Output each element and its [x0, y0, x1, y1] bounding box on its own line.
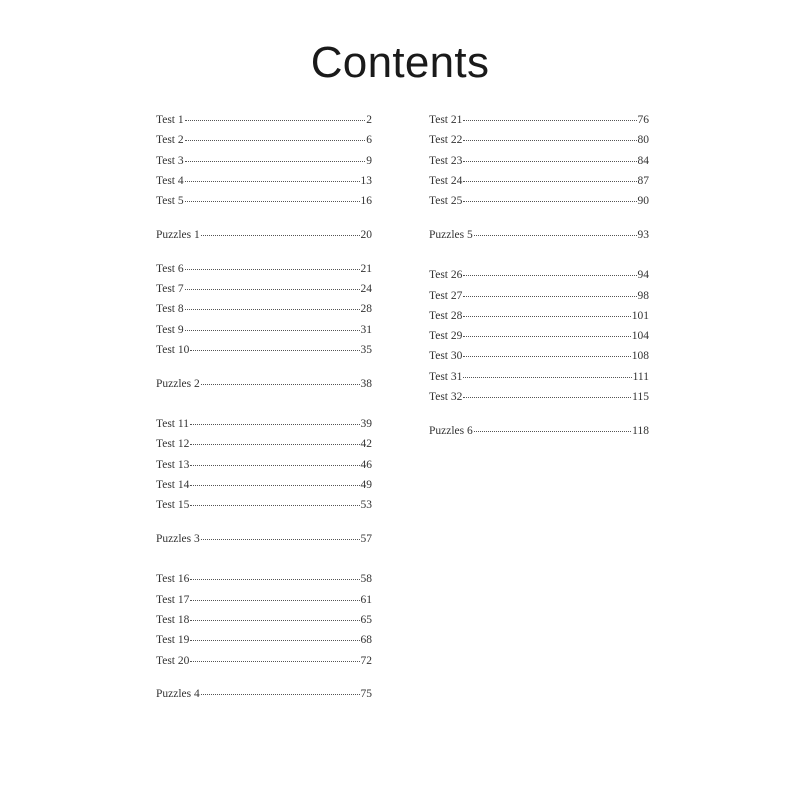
- toc-page: 101: [631, 309, 649, 322]
- toc-page: 24: [360, 283, 372, 296]
- toc-leader: [463, 326, 630, 337]
- toc-leader: [185, 191, 360, 202]
- toc-page: 6: [366, 134, 372, 147]
- toc-leader: [463, 171, 636, 182]
- toc-entry[interactable]: [156, 299, 372, 319]
- toc-page: 76: [637, 114, 649, 126]
- toc-leader: [185, 130, 366, 141]
- toc-entry[interactable]: [156, 151, 372, 171]
- toc-entry[interactable]: [429, 130, 649, 150]
- toc-leader: [463, 151, 636, 162]
- toc-label: Test 22: [429, 134, 463, 147]
- toc-entry[interactable]: [429, 306, 649, 326]
- toc-entry[interactable]: [156, 279, 372, 299]
- toc-leader: [463, 367, 631, 378]
- toc-leader: [190, 651, 359, 662]
- toc-leader: [463, 387, 631, 398]
- toc-label: Test 8: [156, 303, 184, 316]
- toc-entry[interactable]: [429, 346, 649, 366]
- toc-page: 84: [637, 154, 649, 167]
- toc-entry[interactable]: [429, 387, 649, 407]
- toc-page: 21: [360, 262, 372, 275]
- toc-leader: [190, 455, 359, 466]
- toc-leader: [185, 171, 360, 182]
- toc-page: 111: [632, 370, 649, 383]
- toc-leader: [190, 630, 359, 641]
- toc-label: Test 21: [429, 114, 463, 126]
- toc-page: 39: [360, 418, 372, 431]
- toc-page: 42: [360, 438, 372, 451]
- toc-leader: [190, 414, 360, 425]
- toc-leader: [190, 569, 359, 580]
- toc-label: Test 7: [156, 283, 184, 296]
- toc-entry[interactable]: [429, 151, 649, 171]
- toc-label: Test 20: [156, 654, 190, 667]
- toc-entry-puzzles[interactable]: [156, 374, 372, 394]
- toc-page: 93: [637, 228, 649, 241]
- toc-label: Puzzles 3: [156, 533, 200, 546]
- toc-label: Test 2: [156, 134, 184, 147]
- toc-label: Test 30: [429, 350, 463, 363]
- toc-leader: [190, 434, 359, 445]
- toc-leader: [201, 374, 360, 385]
- toc-page: 61: [360, 593, 372, 606]
- toc-label: Test 23: [429, 154, 463, 167]
- toc-leader: [185, 259, 360, 270]
- toc-label: Test 10: [156, 343, 190, 356]
- contents-column-left: [156, 110, 372, 705]
- toc-page: 58: [360, 573, 372, 586]
- toc-page: 115: [632, 391, 649, 404]
- toc-entry[interactable]: [156, 320, 372, 340]
- toc-leader: [463, 306, 630, 317]
- toc-label: Test 4: [156, 174, 184, 187]
- toc-page: 46: [360, 458, 372, 471]
- toc-page: 28: [360, 303, 372, 316]
- toc-leader: [463, 286, 636, 297]
- toc-leader: [474, 225, 637, 236]
- toc-label: Test 5: [156, 195, 184, 208]
- toc-leader: [201, 684, 360, 695]
- toc-entry[interactable]: [156, 414, 372, 434]
- toc-label: Test 32: [429, 391, 463, 404]
- toc-leader: [185, 320, 360, 331]
- toc-label: Test 12: [156, 438, 190, 451]
- toc-page: 68: [360, 634, 372, 647]
- toc-leader: [463, 110, 636, 121]
- toc-page: 2: [366, 114, 372, 126]
- toc-page: 75: [360, 688, 372, 701]
- toc-entry-puzzles[interactable]: [156, 529, 372, 549]
- toc-page: 53: [360, 499, 372, 512]
- toc-entry[interactable]: [156, 475, 372, 495]
- toc-page: 9: [366, 154, 372, 167]
- toc-entry[interactable]: [156, 340, 372, 360]
- toc-label: Test 17: [156, 593, 190, 606]
- toc-leader: [190, 590, 359, 601]
- toc-leader: [185, 299, 360, 310]
- toc-label: Test 11: [156, 418, 189, 431]
- toc-entry[interactable]: [156, 630, 372, 650]
- toc-entry[interactable]: [156, 495, 372, 515]
- toc-page: 72: [360, 654, 372, 667]
- toc-page: 65: [360, 613, 372, 626]
- toc-page: 16: [360, 195, 372, 208]
- toc-leader: [190, 340, 359, 351]
- toc-leader: [190, 495, 359, 506]
- toc-entry-puzzles[interactable]: [429, 225, 649, 245]
- contents-column-right: [429, 110, 649, 441]
- toc-label: Test 9: [156, 323, 184, 336]
- toc-page: 49: [360, 478, 372, 491]
- toc-entry[interactable]: [156, 130, 372, 150]
- toc-entry[interactable]: [156, 171, 372, 191]
- toc-entry[interactable]: [156, 455, 372, 475]
- toc-leader: [201, 529, 360, 540]
- toc-entry[interactable]: [156, 191, 372, 211]
- toc-leader: [185, 110, 366, 121]
- toc-label: Puzzles 4: [156, 688, 200, 701]
- toc-leader: [463, 191, 636, 202]
- toc-leader: [463, 265, 636, 276]
- toc-entry[interactable]: [429, 286, 649, 306]
- toc-entry[interactable]: [156, 651, 372, 671]
- toc-label: Test 6: [156, 262, 184, 275]
- toc-label: Test 3: [156, 154, 184, 167]
- toc-leader: [201, 225, 360, 236]
- page-title: Contents: [310, 38, 490, 87]
- toc-label: Test 15: [156, 499, 190, 512]
- toc-leader: [190, 610, 359, 621]
- toc-page: 98: [637, 289, 649, 302]
- toc-page: 13: [360, 174, 372, 187]
- toc-page: 94: [637, 269, 649, 282]
- toc-page: 20: [360, 228, 372, 241]
- toc-label: Test 1: [156, 114, 184, 126]
- toc-page: 87: [637, 174, 649, 187]
- toc-entry[interactable]: [429, 171, 649, 191]
- toc-entry[interactable]: [429, 191, 649, 211]
- toc-page: 57: [360, 533, 372, 546]
- toc-entry[interactable]: [156, 590, 372, 610]
- toc-label: Test 29: [429, 330, 463, 343]
- toc-label: Test 19: [156, 634, 190, 647]
- toc-page: 80: [637, 134, 649, 147]
- toc-leader: [463, 346, 630, 357]
- toc-entry[interactable]: [156, 434, 372, 454]
- toc-entry[interactable]: [156, 569, 372, 589]
- toc-entry[interactable]: [429, 326, 649, 346]
- toc-label: Puzzles 2: [156, 377, 200, 390]
- toc-page: 104: [631, 330, 649, 343]
- toc-label: Puzzles 1: [156, 228, 200, 241]
- toc-label: Test 18: [156, 613, 190, 626]
- toc-label: Test 28: [429, 309, 463, 322]
- toc-page: 90: [637, 195, 649, 208]
- toc-leader: [190, 475, 359, 486]
- toc-label: Test 13: [156, 458, 190, 471]
- toc-label: Test 24: [429, 174, 463, 187]
- toc-entry-puzzles[interactable]: [156, 225, 372, 245]
- toc-leader: [474, 421, 631, 432]
- toc-entry[interactable]: [429, 367, 649, 387]
- toc-entry[interactable]: [156, 259, 372, 279]
- toc-entry[interactable]: [429, 265, 649, 285]
- toc-label: Test 26: [429, 269, 463, 282]
- toc-page: 31: [360, 323, 372, 336]
- toc-entry[interactable]: [156, 610, 372, 630]
- toc-page: 35: [360, 343, 372, 356]
- toc-label: Test 27: [429, 289, 463, 302]
- toc-leader: [185, 279, 360, 290]
- toc-page: 38: [360, 377, 372, 390]
- toc-entry-puzzles[interactable]: [156, 684, 372, 704]
- toc-leader: [463, 130, 636, 141]
- toc-label: Puzzles 6: [429, 424, 473, 437]
- toc-label: Test 31: [429, 370, 463, 383]
- toc-entry-puzzles[interactable]: [429, 421, 649, 441]
- toc-leader: [185, 151, 366, 162]
- toc-label: Test 14: [156, 478, 190, 491]
- toc-page: 118: [632, 424, 649, 437]
- toc-page: 108: [631, 350, 649, 363]
- toc-label: Puzzles 5: [429, 228, 473, 241]
- toc-label: Test 25: [429, 195, 463, 208]
- toc-label: Test 16: [156, 573, 190, 586]
- toc-entry[interactable]: [429, 110, 649, 130]
- toc-entry[interactable]: [156, 110, 372, 130]
